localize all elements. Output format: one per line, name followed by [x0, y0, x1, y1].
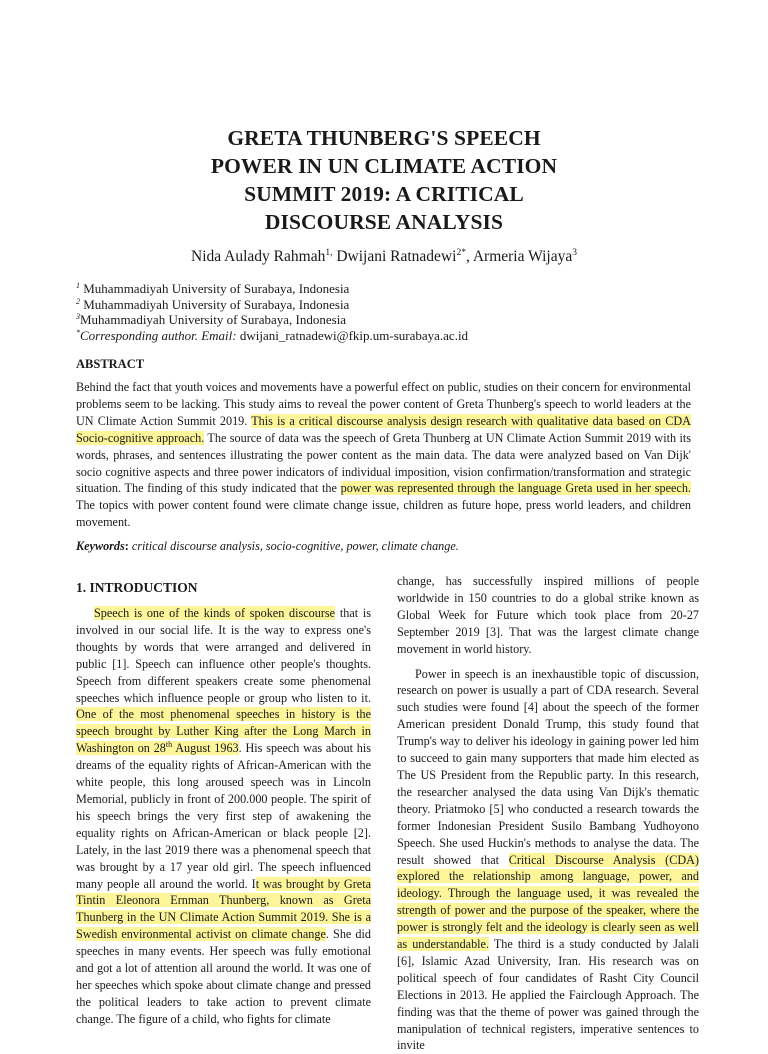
author-name: , Armeria Wijaya	[465, 248, 573, 265]
paper-title	[120, 124, 648, 236]
affil-text: Muhammadiyah University of Surabaya, Indonesia	[80, 312, 347, 327]
body-paragraph	[397, 666, 699, 1054]
affil-sup: 2	[76, 296, 80, 306]
title-line: POWER IN UN CLIMATE ACTION	[210, 154, 558, 178]
highlighted-text: Speech is one of the kinds of spoken discourse	[94, 606, 336, 620]
section-heading: 1. INTRODUCTION	[76, 580, 198, 595]
affil-text: Muhammadiyah University of Surabaya, Indonesia	[80, 281, 350, 296]
left-column	[76, 579, 371, 1028]
corresponding-email[interactable]: dwijani_ratnadewi@fkip.um-surabaya.ac.id	[239, 327, 469, 343]
body-text: . His speech was about his dreams of the equality rights of African-American with the white people, this long aroused speech was in Lincoln Memorial, publicly in front of 200.000 people. The spirit of his speech brings the very first step of awakening the equality rights on African-American or black people [2]. Lately, in the last 2019 there was a phenomenal speech that was brought by a 17 year old girl. The speech influenced many people all around the world. I	[76, 741, 372, 891]
author-name: Dwijani Ratnadewi	[332, 248, 457, 265]
highlighted-text-part: One of the most phenomenal speeches in history is the speech brought by Luther King after the Long March in Washington on 28	[76, 707, 371, 756]
highlighted-text-part: August 1963	[172, 741, 239, 756]
abstract-text: Behind the fact that youth voices and movements have a powerful effect on public, studies on their concern for environmental problems seem to be lacking. This study aims to reveal the power content of Greta Thunberg's speech to world leaders at the UN Climate Action Summit 2019.	[76, 380, 691, 428]
corresponding-sup: *	[76, 327, 80, 337]
abstract-text: The topics with power content found were climate change issue, children as future hope, press world leaders, and children movement.	[76, 498, 691, 530]
title-line: GRETA THUNBERG'S SPEECH	[227, 126, 541, 150]
keywords-line	[76, 538, 691, 554]
corresponding-author-line	[76, 328, 468, 344]
affil-sup: 3	[76, 312, 80, 321]
author-affil-sup: 1,	[325, 248, 333, 258]
ordinal-sup: th	[165, 740, 173, 750]
keywords-label: Keywords	[76, 539, 125, 553]
body-text: that is involved in our social life. It is the way to express one's thoughts by words that were arranged and delivered in public [1]. Speech can influence other people's thoughts. Speech from different speakers create some phenomenal speeches which influence people or group who listen to it.	[76, 606, 371, 705]
affiliation-line	[76, 297, 468, 313]
title-line: SUMMIT 2019: A CRITICAL	[244, 182, 524, 206]
body-paragraph	[76, 605, 371, 1028]
body-paragraph: change, has successfully inspired millions of people worldwide in 150 countries to do a global strike known as Global Week for Future which took place from 20-27 September 2019 [3]. That was the largest climate change movement in world history.	[397, 574, 699, 656]
body-text: Power in speech is an inexhaustible topic of discussion, research on power is usually a part of CDA research. Several such studies were found [4] about the speech of the former American president Donald Trump, this study found that Trump's way to deliver his ideology in gaining power led him to succeed to gain many supporters that made him elected as The US President from the Republic party. In this research, the researcher analysed the data using Van Dijk's thematic theory. Priatmoko [5] who conducted a research towards the former Indonesian President Susilo Bambang Yudhoyono Speech. She used Huckin's methods to analyse the data. The result showed that	[397, 666, 699, 867]
highlighted-text: t was brought by Greta Tintin Eleonora Ernman Thunberg, known as Greta Thunberg in the UN Climate Action Summit 2019. She is a Swedish environmental activist on climate change	[76, 876, 371, 942]
affiliation-line	[76, 312, 468, 328]
author-affil-sup: 2*	[456, 248, 466, 258]
corresponding-label: Corresponding author. Email:	[80, 327, 240, 343]
abstract-heading: ABSTRACT	[76, 357, 145, 371]
highlighted-text: power was represented through the language Greta used in her speech.	[340, 481, 691, 496]
affiliations	[76, 281, 468, 343]
author-affil-sup: 3	[572, 248, 577, 258]
author-name: Nida Aulady Rahmah	[191, 248, 326, 265]
affil-text: Muhammadiyah University of Surabaya, Indonesia	[80, 296, 350, 312]
right-column	[397, 573, 699, 1054]
affil-sup: 1	[76, 281, 80, 290]
highlighted-text: This is a critical discourse analysis design research with qualitative data based on CDA Socio-cognitive approach.	[76, 413, 691, 445]
keywords-text: critical discourse analysis, socio-cognitive, power, climate change.	[131, 539, 459, 553]
title-line: DISCOURSE ANALYSIS	[264, 210, 504, 234]
keywords-separator: :	[124, 539, 132, 553]
body-text: . She did speeches in many events. Her speech was fully emotional and got a lot of attention all around the world. It was one of her speeches which spoke about climate change and pressed the political leaders to take action to prevent climate change. The figure of a child, who fights for climate	[76, 927, 372, 1026]
author-list	[40, 248, 728, 266]
abstract-text: The source of data was the speech of Greta Thunberg at UN Climate Action Summit 2019 with its words, phrases, and sentences illustrating the power content as the main data. The data were analyzed based on Van Dijk' socio cognitive aspects and three power indicators of individual imposition, vision confirmation/transformation and strategic situation. The finding of this study indicated that the	[76, 430, 691, 496]
body-text: The third is a study conducted by Jalali [6], Islamic Azad University, Iran. His research was on political speech of four candidates of Rasht City Council Elections in 2013. He applied the Fairclough Approach. The finding was that the theme of power was gained through the manipulation of technical registers, imperative sentences to invite	[397, 937, 699, 1053]
abstract-body	[76, 379, 691, 531]
affiliation-line	[76, 281, 468, 297]
highlighted-text: Critical Discourse Analysis (CDA) explored the relationship among language, power, and ideology. Through the language used, it was revealed the strength of power and the purpose of the speaker, where the power is strongly felt and the ideology is clearly seen as well as understandable.	[397, 852, 699, 952]
